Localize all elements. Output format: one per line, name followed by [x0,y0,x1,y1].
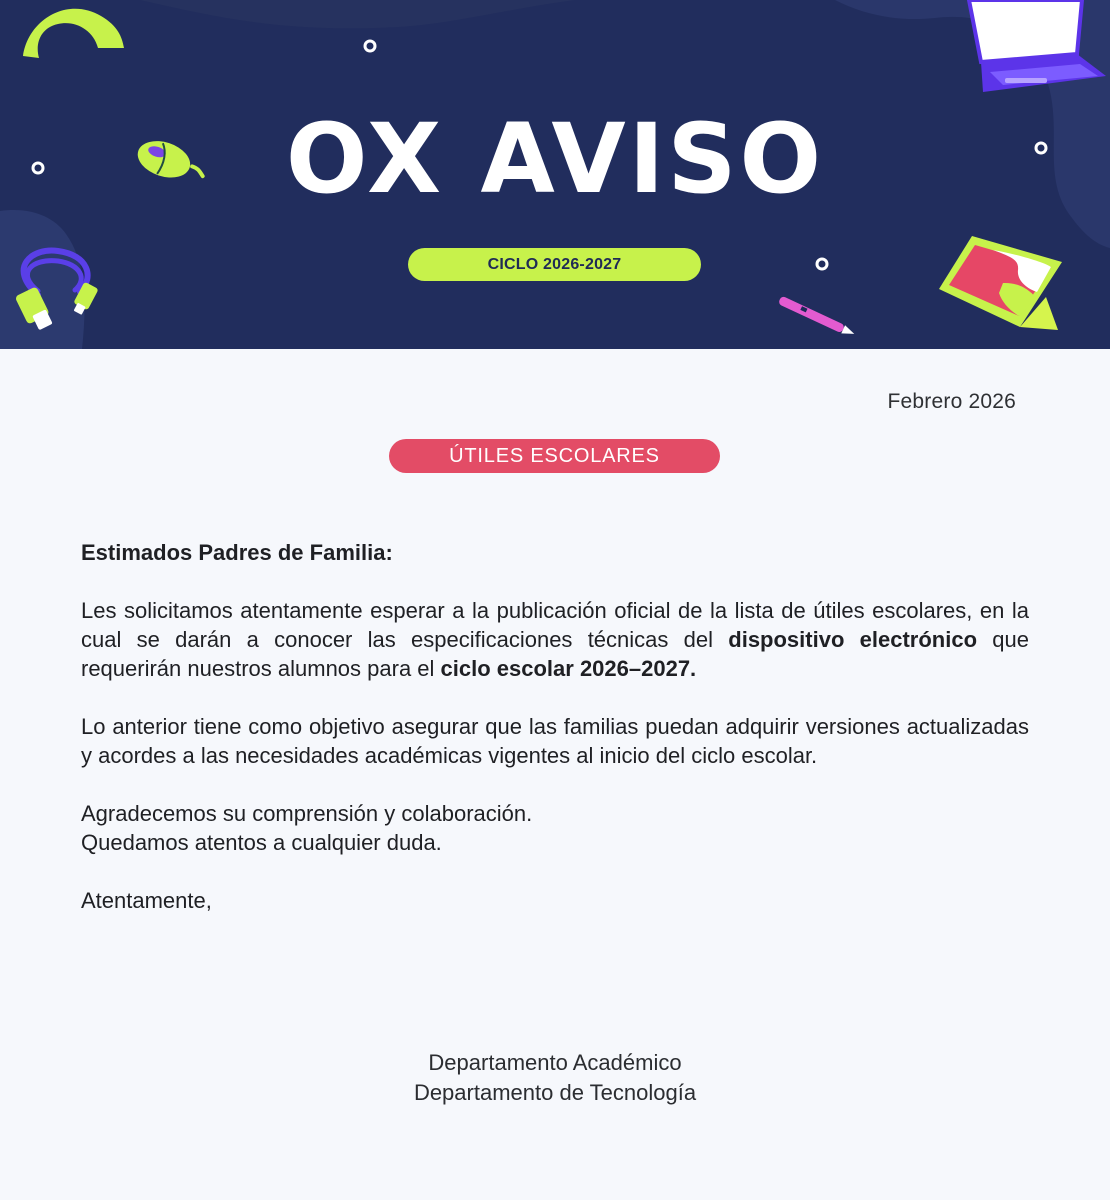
paragraph-device-specifications [81,596,1029,683]
letter-body [81,538,1029,915]
academic-department: Departamento Académico [428,1050,682,1075]
closing: Atentamente, [81,888,212,913]
school-cycle-badge: CICLO 2026-2027 [408,248,701,281]
page-title: OX AVISO [285,103,825,215]
school-year-emphasis: ciclo escolar 2026–2027. [440,656,697,681]
device-emphasis: dispositivo electrónico [728,627,978,652]
thanks-line: Agradecemos su comprensión y colaboración. [81,801,533,826]
half-ring-icon [23,9,124,58]
paragraph-part: que requerirán nuestros alumnos para el [81,627,1029,681]
stylus-icon [778,296,856,339]
thanks-block [81,799,1029,857]
questions-line: Quedamos atentos a cualquier duda. [81,830,442,855]
section-badge: ÚTILES ESCOLARES [389,439,720,473]
technology-department: Departamento de Tecnología [413,1080,697,1105]
signature-block [0,1048,1110,1108]
paragraph-objective: Lo anterior tiene como objetivo asegurar que las familias puedan adquirir versiones actualizadas y acordes a las necesidades académicas vigentes al inicio del ciclo escolar. [81,714,1029,768]
background-wave-top-left [140,0,575,28]
salutation: Estimados Padres de Familia: [81,540,393,565]
header-banner [0,0,1110,349]
tablet-icon [939,236,1062,330]
paragraph-part: Les solicitamos atentamente esperar a la publicación oficial de la lista de útiles escolares, en la cual se darán a conocer las especificaciones técnicas del [81,598,1029,652]
notice-date: Febrero 2026 [887,390,1016,413]
